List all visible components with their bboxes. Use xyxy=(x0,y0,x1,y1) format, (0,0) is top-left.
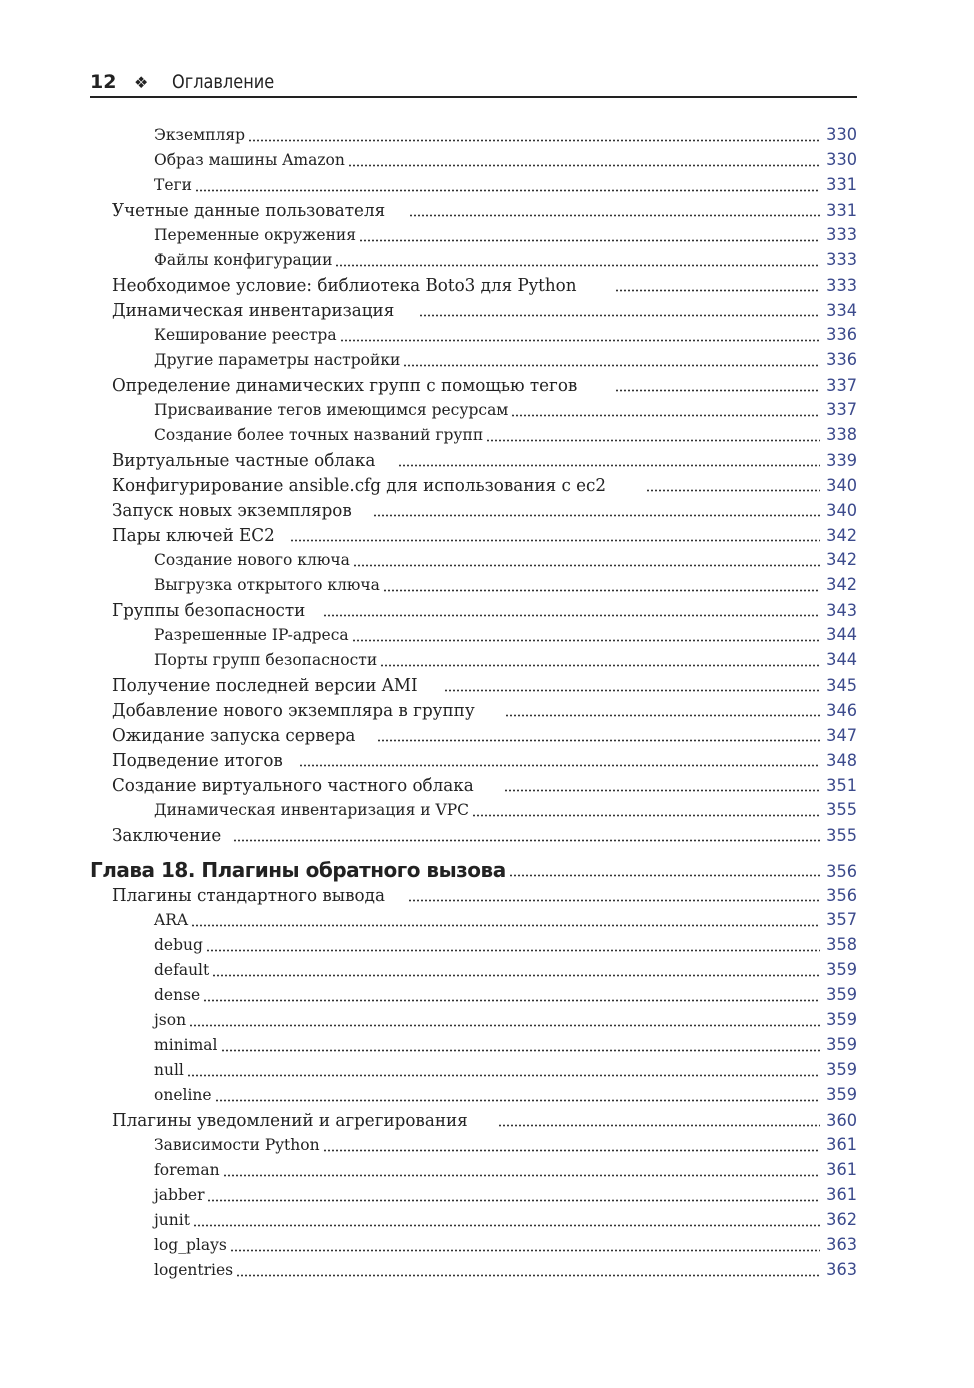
toc-entry[interactable] xyxy=(90,323,857,348)
dot-leader xyxy=(290,539,820,542)
dot-leader xyxy=(646,489,820,492)
dot-leader xyxy=(323,614,820,617)
toc-entry[interactable] xyxy=(90,883,857,908)
toc-entry-page: 363 xyxy=(826,1260,857,1280)
toc-entry[interactable] xyxy=(90,958,857,983)
toc-entry[interactable] xyxy=(90,423,857,448)
toc-entry[interactable] xyxy=(90,1058,857,1083)
toc-entry[interactable] xyxy=(90,648,857,673)
dot-leader xyxy=(212,974,820,977)
dot-leader xyxy=(509,874,820,877)
toc-entry-title: oneline xyxy=(154,1086,212,1104)
toc-entry-title: Образ машины Amazon xyxy=(154,151,345,169)
toc-entry-page: 358 xyxy=(826,935,857,955)
toc-entry-title: json xyxy=(154,1011,187,1029)
toc-entry-page: 345 xyxy=(826,676,857,696)
toc-entry-title: Выгрузка открытого ключа xyxy=(154,576,380,594)
toc-entry[interactable] xyxy=(90,623,857,648)
dot-leader xyxy=(504,789,820,792)
dot-leader xyxy=(221,1049,821,1052)
toc-entry-page: 344 xyxy=(826,625,857,645)
dot-leader xyxy=(335,264,820,267)
dot-leader xyxy=(383,589,820,592)
toc-entry[interactable] xyxy=(90,548,857,573)
toc-entry-title: log_plays xyxy=(154,1236,227,1254)
dot-leader xyxy=(398,464,820,467)
toc-entry-title: Другие параметры настройки xyxy=(154,351,401,369)
toc-entry-page: 356 xyxy=(826,886,857,906)
toc-entry-title: ARA xyxy=(154,911,189,929)
toc-entry-page: 334 xyxy=(826,301,857,321)
dot-leader xyxy=(323,1149,820,1152)
toc-entry-page: 351 xyxy=(826,776,857,796)
toc-entry-title: default xyxy=(154,961,210,979)
table-of-contents xyxy=(90,123,857,1283)
toc-entry-page: 330 xyxy=(826,125,857,145)
toc-entry-page: 360 xyxy=(826,1111,857,1131)
toc-entry-title: Создание нового ключа xyxy=(154,551,350,569)
header-title: Оглавление xyxy=(172,71,275,93)
dot-leader xyxy=(353,564,820,567)
toc-entry-title: Виртуальные частные облака xyxy=(112,450,376,471)
toc-entry[interactable] xyxy=(90,908,857,933)
dot-leader xyxy=(498,1124,821,1127)
dot-leader xyxy=(352,639,820,642)
toc-entry[interactable] xyxy=(90,148,857,173)
toc-entry[interactable] xyxy=(90,373,857,398)
toc-entry-page: 337 xyxy=(826,376,857,396)
toc-entry-page: 355 xyxy=(826,826,857,846)
toc-entry[interactable] xyxy=(90,1008,857,1033)
dot-leader xyxy=(215,1099,820,1102)
toc-entry-page: 348 xyxy=(826,751,857,771)
dot-leader xyxy=(223,1174,820,1177)
toc-entry[interactable] xyxy=(90,1258,857,1283)
toc-entry[interactable] xyxy=(90,1133,857,1158)
dot-leader xyxy=(615,389,820,392)
dot-leader xyxy=(191,924,820,927)
ornament-icon: ❖ xyxy=(134,72,149,92)
dot-leader xyxy=(377,739,820,742)
dot-leader xyxy=(248,139,820,142)
dot-leader xyxy=(193,1224,820,1227)
toc-entry[interactable] xyxy=(90,773,857,798)
dot-leader xyxy=(444,689,820,692)
toc-entry-page: 344 xyxy=(826,650,857,670)
toc-entry-page: 342 xyxy=(826,526,857,546)
toc-entry-title: Присваивание тегов имеющимся ресурсам xyxy=(154,401,509,419)
dot-leader xyxy=(340,339,820,342)
toc-entry-title: Создание более точных названий групп xyxy=(154,426,484,444)
toc-entry-title: Плагины стандартного вывода xyxy=(112,885,385,906)
running-header xyxy=(90,68,857,98)
toc-entry[interactable] xyxy=(90,1233,857,1258)
toc-entry[interactable] xyxy=(90,348,857,373)
toc-entry-page: 361 xyxy=(826,1135,857,1155)
dot-leader xyxy=(505,714,820,717)
dot-leader xyxy=(409,214,820,217)
toc-entry-page: 359 xyxy=(826,985,857,1005)
toc-entry-title: null xyxy=(154,1061,184,1079)
dot-leader xyxy=(486,439,820,442)
toc-entry[interactable] xyxy=(90,933,857,958)
toc-entry-title: Получение последней версии AMI xyxy=(112,675,418,696)
toc-entry-page: 363 xyxy=(826,1235,857,1255)
toc-entry-page: 340 xyxy=(826,501,857,521)
header-page-number: 12 xyxy=(90,71,117,93)
dot-leader xyxy=(207,1199,820,1202)
toc-entry[interactable] xyxy=(90,298,857,323)
toc-entry-page: 359 xyxy=(826,1085,857,1105)
toc-entry[interactable] xyxy=(90,748,857,773)
toc-entry[interactable] xyxy=(90,1183,857,1208)
toc-entry-title: Запуск новых экземпляров xyxy=(112,500,352,521)
toc-entry-page: 340 xyxy=(826,476,857,496)
toc-entry-page: 362 xyxy=(826,1210,857,1230)
dot-leader xyxy=(206,949,820,952)
toc-entry-page: 339 xyxy=(826,451,857,471)
dot-leader xyxy=(359,239,820,242)
dot-leader xyxy=(373,514,820,517)
toc-entry[interactable] xyxy=(90,1158,857,1183)
dot-leader xyxy=(615,289,820,292)
dot-leader xyxy=(195,189,820,192)
toc-entry-page: 336 xyxy=(826,350,857,370)
toc-entry[interactable] xyxy=(90,798,857,823)
toc-entry-title: Пары ключей EC2 xyxy=(112,525,275,546)
toc-entry-page: 331 xyxy=(826,175,857,195)
toc-entry[interactable] xyxy=(90,983,857,1008)
toc-entry-title: jabber xyxy=(154,1186,205,1204)
toc-entry[interactable] xyxy=(90,698,857,723)
toc-entry-title: Заключение xyxy=(112,825,222,846)
toc-entry[interactable] xyxy=(90,398,857,423)
toc-entry-page: 331 xyxy=(826,201,857,221)
toc-entry[interactable] xyxy=(90,123,857,148)
toc-entry-page: 356 xyxy=(826,862,857,882)
toc-entry-title: Разрешенные IP-адреса xyxy=(154,626,349,644)
toc-entry-title: dense xyxy=(154,986,201,1004)
toc-entry[interactable] xyxy=(90,198,857,223)
toc-entry-page: 361 xyxy=(826,1160,857,1180)
toc-entry-title: Переменные окружения xyxy=(154,226,357,244)
toc-entry-title: Зависимости Python xyxy=(154,1136,320,1154)
dot-leader xyxy=(419,314,820,317)
dot-leader xyxy=(299,764,820,767)
toc-entry-title: minimal xyxy=(154,1036,218,1054)
toc-entry-page: 359 xyxy=(826,1035,857,1055)
dot-leader xyxy=(233,839,820,842)
toc-entry-page: 346 xyxy=(826,701,857,721)
dot-leader xyxy=(408,899,820,902)
toc-entry-page: 342 xyxy=(826,550,857,570)
toc-entry[interactable] xyxy=(90,248,857,273)
toc-entry[interactable] xyxy=(90,223,857,248)
toc-entry-title: Динамическая инвентаризация и VPC xyxy=(154,801,470,819)
toc-entry-page: 357 xyxy=(826,910,857,930)
toc-chapter-entry[interactable] xyxy=(90,858,857,883)
toc-entry[interactable] xyxy=(90,448,857,473)
toc-entry-page: 359 xyxy=(826,1010,857,1030)
toc-entry[interactable] xyxy=(90,573,857,598)
toc-entry-title: Экземпляр xyxy=(154,126,246,144)
dot-leader xyxy=(403,364,820,367)
toc-entry[interactable] xyxy=(90,598,857,623)
toc-entry-page: 359 xyxy=(826,1060,857,1080)
toc-entry[interactable] xyxy=(90,498,857,523)
toc-entry-title: Глава 18. Плагины обратного вызова xyxy=(90,858,506,882)
toc-entry-title: Кеширование реестра xyxy=(154,326,337,344)
toc-entry-title: Теги xyxy=(154,176,192,194)
toc-entry-page: 361 xyxy=(826,1185,857,1205)
toc-entry-title: Необходимое условие: библиотека Boto3 для Python xyxy=(112,275,577,296)
toc-entry[interactable] xyxy=(90,723,857,748)
toc-entry-title: Порты групп безопасности xyxy=(154,651,378,669)
dot-leader xyxy=(189,1024,820,1027)
toc-entry[interactable] xyxy=(90,173,857,198)
toc-entry-page: 359 xyxy=(826,960,857,980)
toc-entry-page: 338 xyxy=(826,425,857,445)
toc-entry-title: Группы безопасности xyxy=(112,600,306,621)
toc-entry-title: Создание виртуального частного облака xyxy=(112,775,474,796)
toc-entry[interactable] xyxy=(90,273,857,298)
dot-leader xyxy=(380,664,820,667)
dot-leader xyxy=(511,414,820,417)
toc-entry-page: 343 xyxy=(826,601,857,621)
toc-entry-title: debug xyxy=(154,936,203,954)
toc-entry-title: junit xyxy=(154,1211,190,1229)
toc-entry-title: Определение динамических групп с помощью тегов xyxy=(112,375,578,396)
toc-entry[interactable] xyxy=(90,1033,857,1058)
dot-leader xyxy=(348,164,820,167)
toc-entry[interactable] xyxy=(90,473,857,498)
dot-leader xyxy=(472,814,820,817)
toc-entry-title: Файлы конфигурации xyxy=(154,251,333,269)
toc-entry[interactable] xyxy=(90,1108,857,1133)
toc-entry-page: 333 xyxy=(826,250,857,270)
toc-entry[interactable] xyxy=(90,1083,857,1108)
toc-entry-title: Подведение итогов xyxy=(112,750,283,771)
toc-entry-title: Учетные данные пользователя xyxy=(112,200,386,221)
toc-entry[interactable] xyxy=(90,1208,857,1233)
toc-entry-title: Динамическая инвентаризация xyxy=(112,300,395,321)
toc-entry-page: 342 xyxy=(826,575,857,595)
toc-entry-page: 333 xyxy=(826,276,857,296)
toc-entry[interactable] xyxy=(90,823,857,848)
toc-entry-title: Плагины уведомлений и агрегирования xyxy=(112,1110,468,1131)
toc-entry-page: 336 xyxy=(826,325,857,345)
dot-leader xyxy=(236,1274,820,1277)
toc-entry-page: 337 xyxy=(826,400,857,420)
toc-entry-page: 333 xyxy=(826,225,857,245)
dot-leader xyxy=(187,1074,820,1077)
toc-entry-page: 355 xyxy=(826,800,857,820)
dot-leader xyxy=(203,999,820,1002)
toc-entry-title: logentries xyxy=(154,1261,234,1279)
toc-entry[interactable] xyxy=(90,523,857,548)
toc-entry[interactable] xyxy=(90,673,857,698)
toc-entry-title: Конфигурирование ansible.cfg для использования с ec2 xyxy=(112,475,607,496)
dot-leader xyxy=(230,1249,820,1252)
toc-entry-title: foreman xyxy=(154,1161,220,1179)
toc-entry-page: 347 xyxy=(826,726,857,746)
toc-entry-page: 330 xyxy=(826,150,857,170)
toc-entry-title: Ожидание запуска сервера xyxy=(112,725,356,746)
toc-entry-title: Добавление нового экземпляра в группу xyxy=(112,700,475,721)
